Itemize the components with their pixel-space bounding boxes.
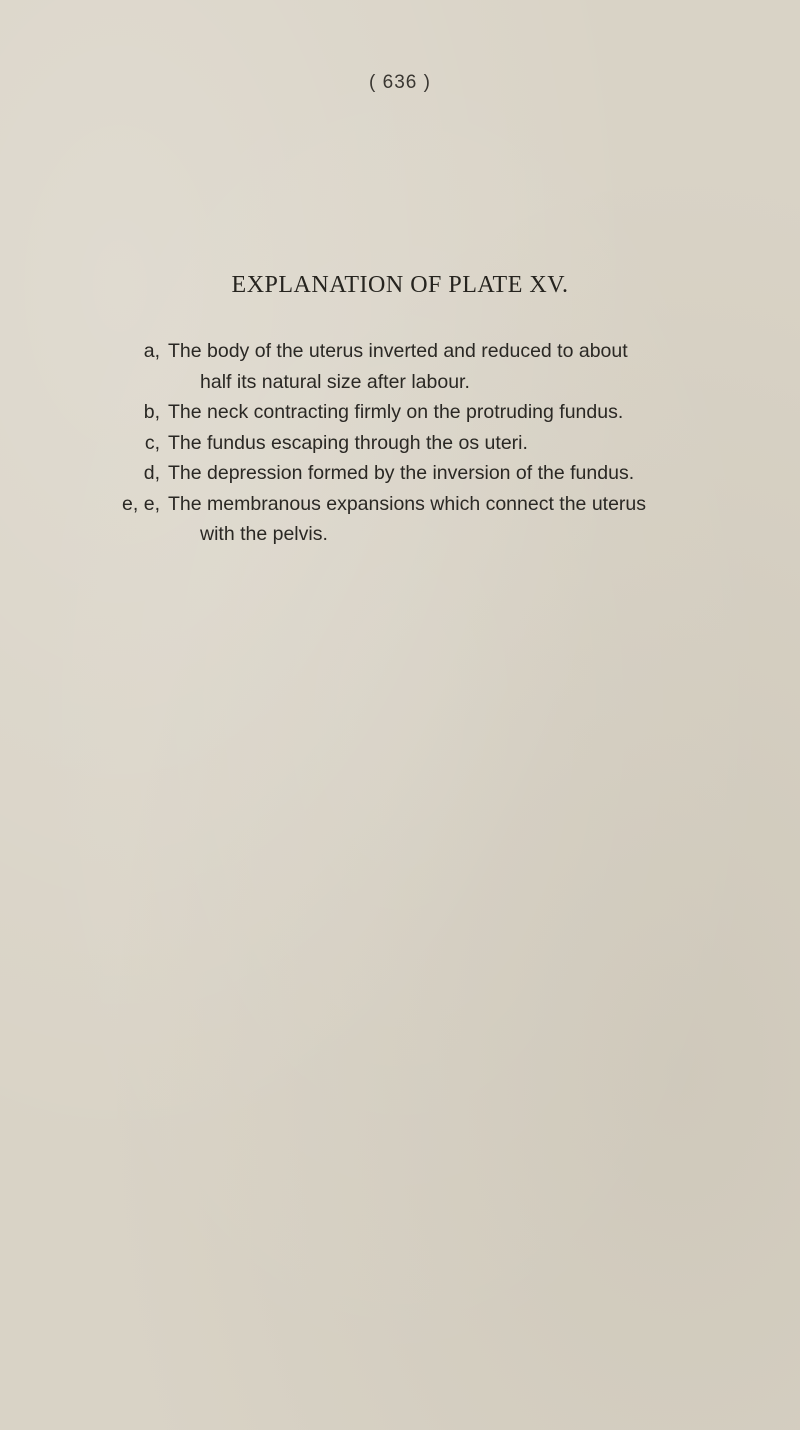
entry-line: The depression formed by the inversion of the fundus. — [168, 462, 635, 484]
entry-line: The fundus escaping through the os uteri. — [168, 431, 528, 454]
entry-key: d, — [143, 462, 160, 484]
explanation-list — [0, 336, 800, 550]
entry-line: half its natural size after labour. — [200, 370, 470, 393]
entry-line: The membranous expansions which connect the uterus — [168, 492, 647, 515]
entry-c — [0, 428, 800, 459]
entry-text — [168, 458, 738, 489]
entry-d — [0, 458, 800, 489]
entry-e — [0, 489, 800, 550]
entry-key: e, e, — [122, 492, 160, 515]
plate-title: EXPLANATION OF PLATE XV. — [231, 272, 569, 298]
page-number: ( 636 ) — [369, 72, 431, 93]
entry-b — [0, 397, 800, 428]
entry-key: c, — [144, 431, 160, 454]
entry-line: The body of the uterus inverted and reduced to about — [168, 340, 628, 362]
entry-line: The neck contracting firmly on the protruding fundus. — [168, 401, 624, 423]
entry-key: a, — [143, 340, 160, 362]
entry-line: with the pelvis. — [200, 523, 328, 545]
entry-text — [168, 336, 738, 397]
entry-key: b, — [143, 401, 160, 423]
entry-text — [168, 428, 738, 459]
entry-text — [168, 397, 738, 428]
entry-text — [168, 489, 738, 550]
entry-a — [0, 336, 800, 397]
